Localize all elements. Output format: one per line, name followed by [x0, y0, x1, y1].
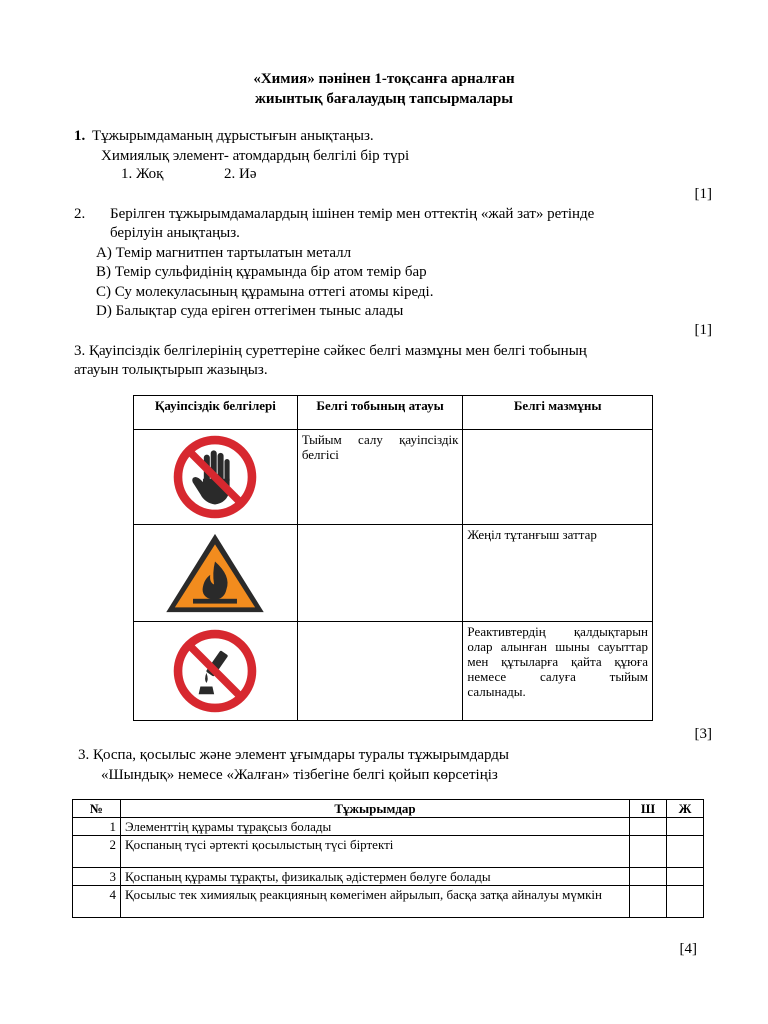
header-group-name: Белгі тобының атауы — [297, 396, 463, 430]
sign-cell — [134, 622, 298, 721]
tf-table-header-row — [73, 800, 704, 818]
q2-option-d: D) Балықтар суда еріген оттегімен тыныс алады — [96, 303, 404, 319]
q4-text-line-2: «Шындық» немесе «Жалған» тізбегіне белгі қойып көрсетіңіз — [101, 767, 498, 783]
prohibition-hand-icon — [169, 434, 261, 520]
q4-score: [4] — [679, 941, 697, 957]
false-answer-cell[interactable] — [667, 818, 704, 836]
row-number: 4 — [73, 886, 121, 918]
content-cell: Жеңіл тұтанғыш заттар — [463, 525, 653, 622]
content-cell — [463, 430, 653, 525]
header-false: Ж — [667, 800, 704, 818]
flammable-warning-icon — [160, 530, 270, 616]
group-name-cell: Тыйым салу қауіпсіздік белгісі — [297, 430, 463, 525]
q1-number: 1. — [74, 128, 86, 144]
title-line-1: «Химия» пәнінен 1-тоқсанға арналған — [253, 71, 515, 87]
statement-cell: Элементтің құрамы тұрақсыз болады — [120, 818, 629, 836]
safety-table-row — [134, 622, 653, 721]
q1-option-2: 2. Иә — [224, 166, 257, 182]
q4-text-line-1: 3. Қоспа, қосылыс және элемент ұғымдары туралы тұжырымдарды — [78, 747, 510, 763]
safety-table-header-row — [134, 396, 653, 430]
true-answer-cell[interactable] — [630, 818, 667, 836]
header-true: Ш — [630, 800, 667, 818]
statement-cell: Қосылыс тек химиялық реакцияның көмегімен айрылып, басқа затқа айналуы мүмкін — [120, 886, 629, 918]
q2-score: [1] — [694, 322, 712, 338]
table-row — [73, 818, 704, 836]
true-answer-cell[interactable] — [630, 886, 667, 918]
row-number: 3 — [73, 868, 121, 886]
header-signs: Қауіпсіздік белгілері — [134, 396, 298, 430]
title-line-2: жиынтық бағалаудың тапсырмалары — [255, 91, 513, 107]
false-answer-cell[interactable] — [667, 886, 704, 918]
q3-text-line-1: 3. Қауіпсіздік белгілерінің суреттеріне сәйкес белгі мазмұны мен белгі тобының — [74, 343, 587, 359]
safety-table-row — [134, 525, 653, 622]
q1-text: Тұжырымдаманың дұрыстығын анықтаңыз. — [92, 128, 374, 144]
group-name-cell — [297, 525, 463, 622]
table-row — [73, 868, 704, 886]
q2-option-c: C) Су молекуласының құрамына оттегі атомы кіреді. — [96, 284, 434, 300]
safety-table-row — [134, 430, 653, 525]
row-number: 1 — [73, 818, 121, 836]
sign-cell — [134, 430, 298, 525]
header-statements: Тұжырымдар — [120, 800, 629, 818]
statement-cell: Қоспаның құрамы тұрақты, физикалық әдістермен бөлуге болады — [120, 868, 629, 886]
header-sign-content: Белгі мазмұны — [463, 396, 653, 430]
true-answer-cell[interactable] — [630, 868, 667, 886]
false-answer-cell[interactable] — [667, 836, 704, 868]
q2-text-line-2: берілуін анықтаңыз. — [110, 225, 240, 241]
q3-score: [3] — [694, 726, 712, 742]
q2-option-b: B) Темір сульфидінің құрамында бір атом темір бар — [96, 264, 427, 280]
content-cell: Реактивтердің қалдықтарын олар алынған шыны сауыттар мен құтыларға қайта құюға немесе салуға тыйым салынады. — [463, 622, 653, 721]
q1-option-1: 1. Жоқ — [121, 166, 164, 182]
group-name-cell — [297, 622, 463, 721]
false-answer-cell[interactable] — [667, 868, 704, 886]
true-answer-cell[interactable] — [630, 836, 667, 868]
q1-score: [1] — [694, 186, 712, 202]
statement-cell: Қоспаның түсі әртекті қосылыстың түсі біртекті — [120, 836, 629, 868]
safety-signs-table — [133, 395, 653, 721]
row-number: 2 — [73, 836, 121, 868]
no-pouring-icon — [169, 628, 261, 714]
sign-cell — [134, 525, 298, 622]
q1-statement: Химиялық элемент- атомдардың белгілі бір түрі — [101, 148, 410, 164]
true-false-table — [72, 799, 704, 918]
q2-number: 2. — [74, 206, 86, 222]
table-row — [73, 886, 704, 918]
q2-option-a: A) Темір магнитпен тартылатын металл — [96, 245, 352, 261]
q2-text-line-1: Берілген тұжырымдамалардың ішінен темір мен оттектің «жай зат» ретінде — [110, 206, 595, 222]
header-number: № — [73, 800, 121, 818]
table-row — [73, 836, 704, 868]
q3-text-line-2: атауын толықтырып жазыңыз. — [74, 362, 268, 378]
